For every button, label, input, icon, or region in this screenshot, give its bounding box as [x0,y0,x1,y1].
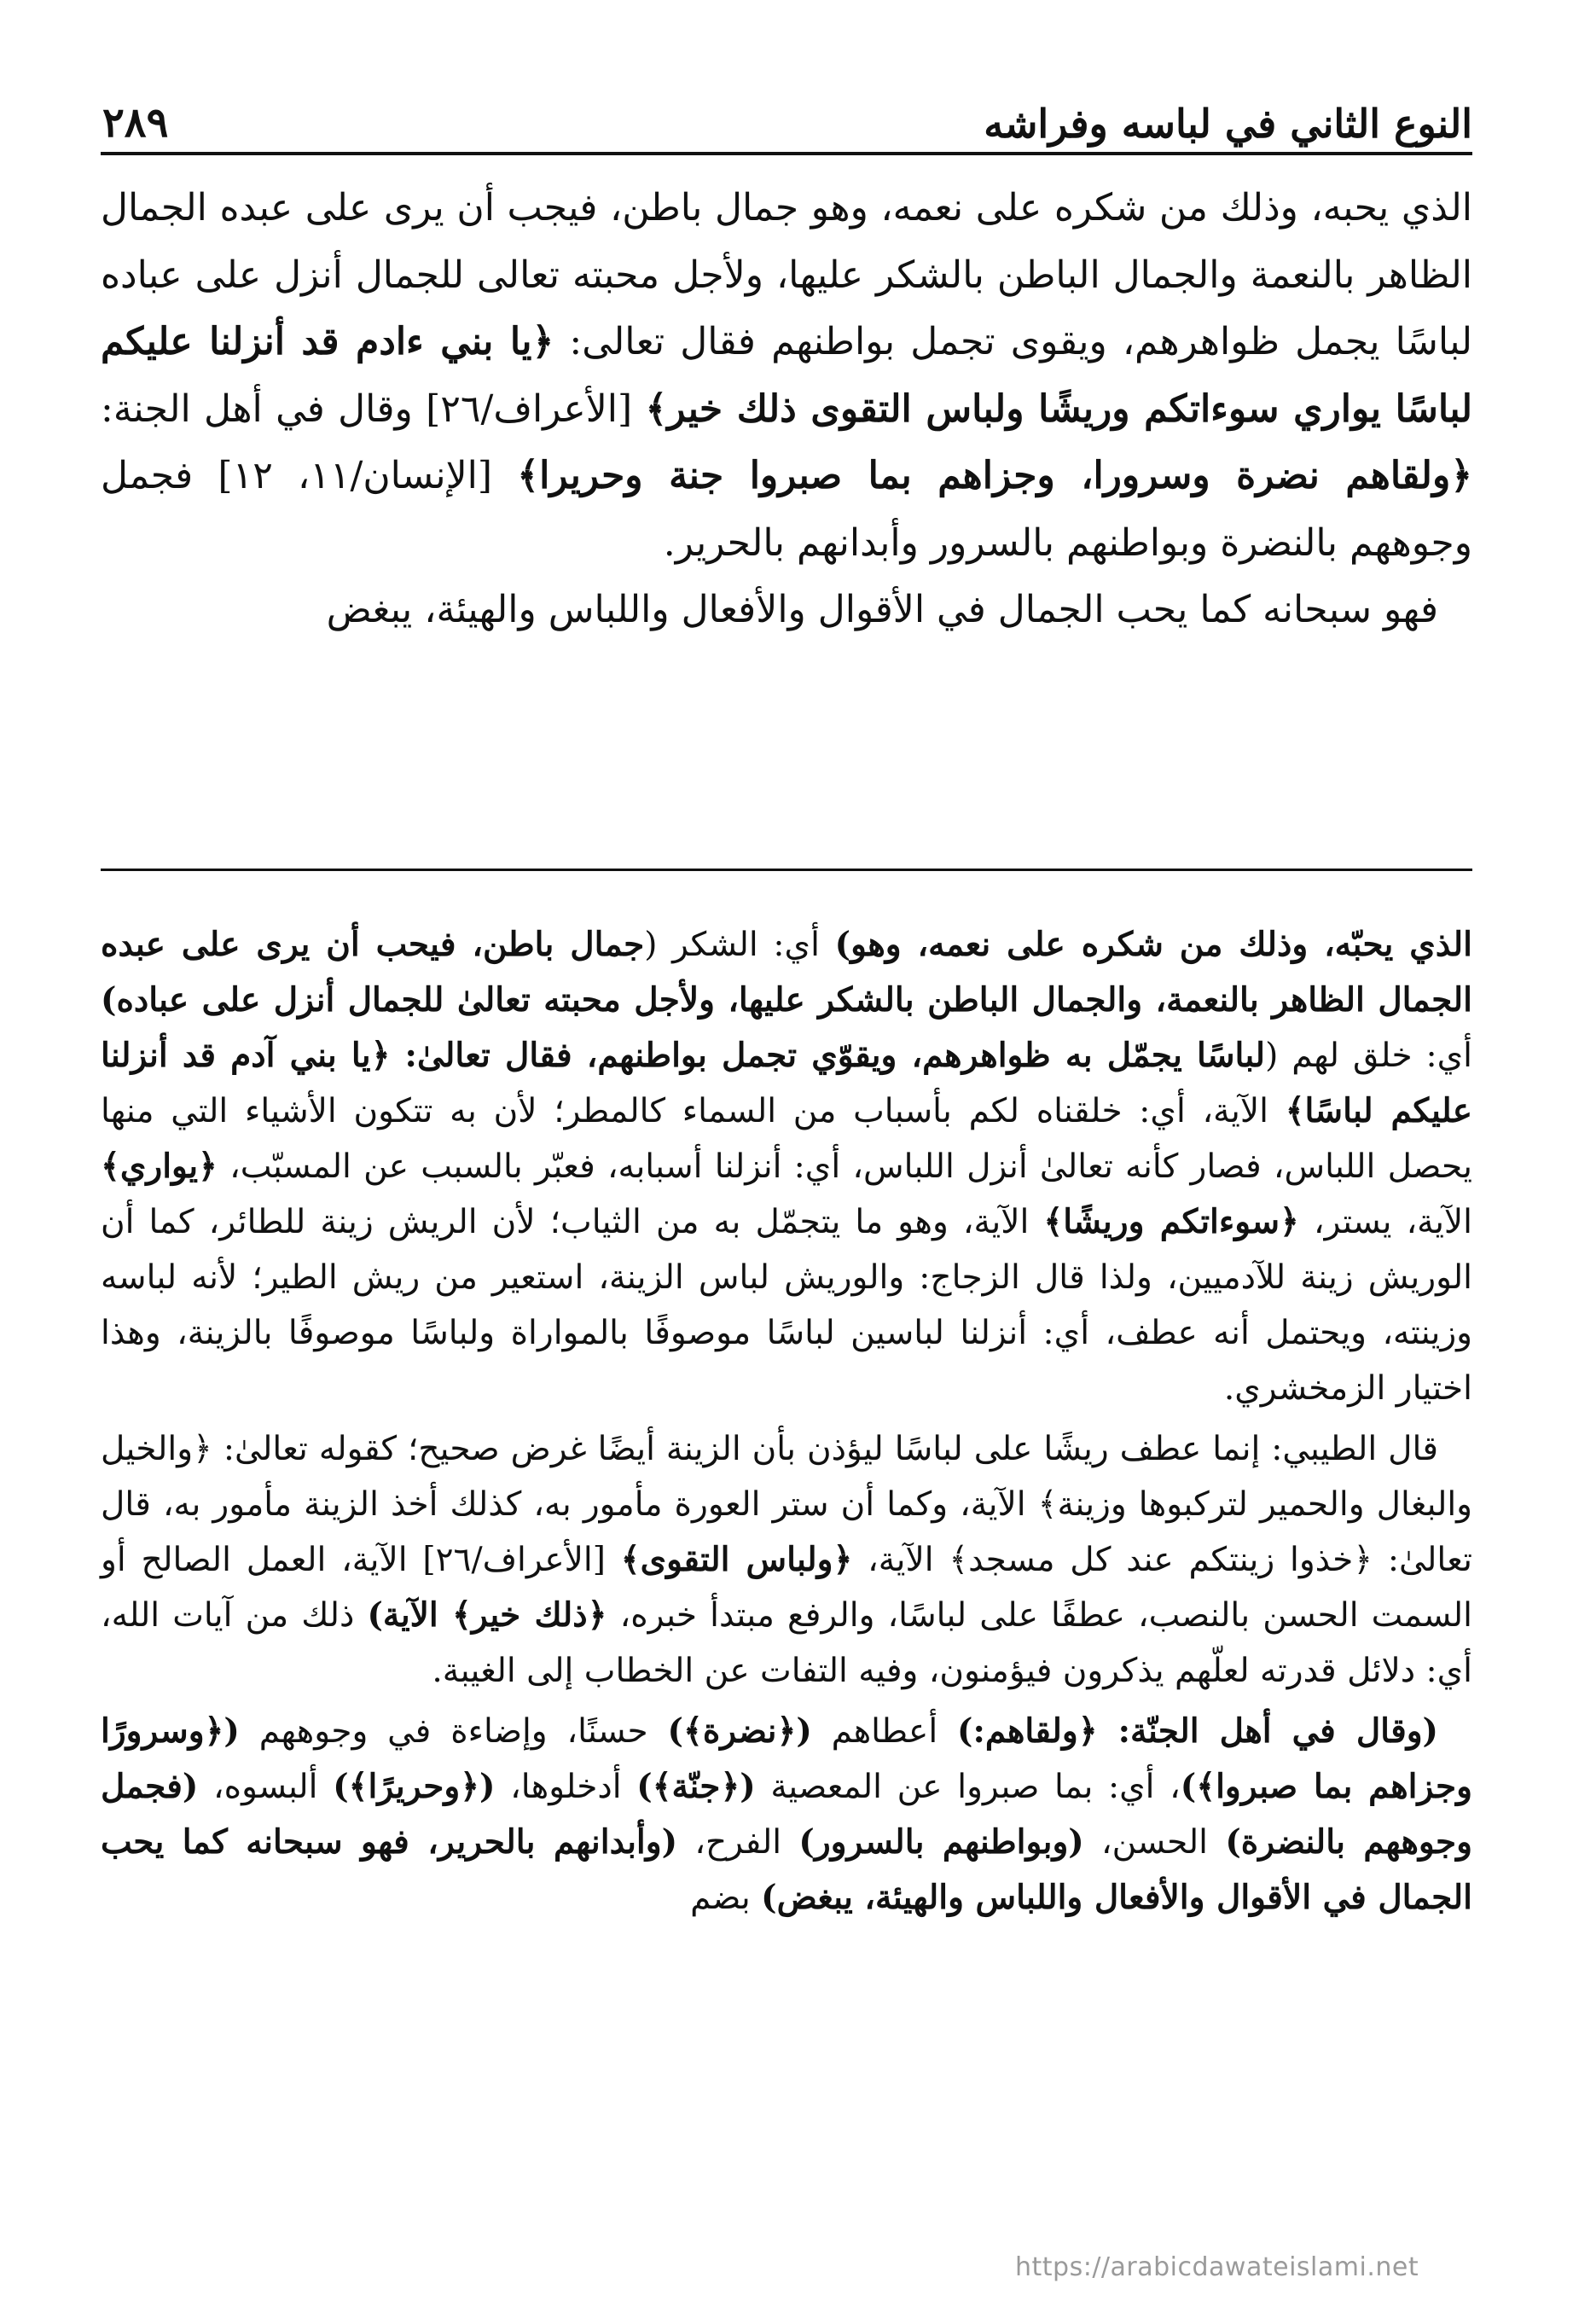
matn-run: (وأبدانهم بالحرير، فهو سبحانه كما يحب الجمال في الأقوال والأفعال واللباس والهيئة، يبغض) [101,1822,1472,1917]
sharh-run: [الأعراف/٢٦] الآية، العمل الصالح أو السمت الحسن بالنصب، عطفًا على لباسًا، والرفع مبتدأ خبره، [101,1541,1473,1635]
matn-run: ﴿ذلك خير﴾ الآية) [367,1595,607,1635]
main-text-run: [الأعراف/٢٦] وقال في أهل الجنة: [101,386,646,431]
main-text-run: الذي يحبه، وذلك من شكره على نعمه، وهو جمال باطن، فيجب أن يرى على عبده الجمال الظاهر بالنعمة والجمال الباطن بالشكر عليها، ولأجل محبته تعالى للجمال أنزل على عباده لباسًا يجمل ظواهرهم، ويقوى تجمل بواطنهم فقال تعالى: [101,186,1472,363]
quran-quote: ﴿ولباس التقوى﴾ [620,1540,853,1579]
header-rule [101,152,1472,155]
sharh-run: الحسن، [1083,1823,1226,1862]
sharh-run: ذلك من آيات الله، أي: دلائل قدرته لعلّهم يذكرون فيؤمنون، وفيه التفات عن الخطاب إلى الغيبة. [101,1596,1472,1690]
commentary-paragraph-2 [101,1421,1472,1699]
matn-run: (﴿وحريرًا﴾) [333,1767,496,1806]
sharh-run: ، أي: بما صبروا عن المعصية [755,1768,1181,1806]
sharh-run: الآية، أي: خلقناه لكم بأسباب من السماء كالمطر؛ لأن به تتكون الأشياء التي منها يحصل اللباس، فصار كأنه تعالىٰ أنزل اللباس، أي: أنزلنا أسبابه، فعبّر بالسبب عن المسبّب، [101,1092,1472,1186]
commentary-paragraph-3 [101,1704,1472,1926]
sharh-run: حسنًا، وإضاءة في وجوههم [239,1712,668,1751]
page-number: ٢٨٩ [102,99,169,147]
matn-run: (وبواطنهم بالسرور) [798,1822,1084,1862]
sharh-run: ألبسوه، [198,1768,334,1806]
sharh-run: قال الطيبي: إنما عطف ريشًا على لباسًا ليؤذن بأن الزينة أيضًا غرض صحيح؛ كقوله تعالىٰ: ﴿والخيل والبغال والحمير لتركبوها وزينة﴾ الآية، وكما أن ستر العورة مأمور به، كذلك أخذ الزينة مأمور به، قال تعالىٰ: ﴿خذوا زينتكم عند كل مسجد﴾ الآية، [101,1430,1472,1579]
sharh-run: الآية، يستر، [1298,1203,1473,1241]
sharh-run: أي: خلق لهم ( [1265,1037,1472,1075]
main-text [101,175,1472,644]
matn-run: (فجمل وجوههم بالنضرة) [101,1767,1472,1862]
sharh-run: الفرح، [677,1823,799,1862]
sharh-run: أعطاهم [811,1712,958,1751]
quran-quote: ﴿ولقاهم نضرة وسرورا، وجزاهم بما صبروا جنة وحريرا﴾ [517,454,1472,497]
matn-run: جمال باطن، فيحب أن يرى على عبده الجمال الظاهر بالنعمة، والجمال الباطن بالشكر عليها، ولأجل محبته تعالىٰ للجمال أنزل على عباده) [101,925,1472,1020]
running-head: النوع الثاني في لباسه وفراشه [984,101,1472,147]
footnote-separator [101,869,1472,871]
matn-run: (﴿وسرورًا وجزاهم بما صبروا﴾) [101,1711,1472,1806]
main-paragraph-2: فهو سبحانه كما يحب الجمال في الأقوال والأفعال واللباس والهيئة، يبغض [326,588,1438,631]
matn-run: الذي يحبّه، وذلك من شكره على نعمه، وهو) [834,925,1472,964]
quran-quote: ﴿سوءاتكم وريشًا﴾ [1043,1202,1299,1241]
matn-run: (﴿نضرة﴾) [667,1711,812,1751]
sharh-run: الآية، وهو ما يتجمّل به من الثياب؛ لأن الريش زينة للطائر، كما أن الوريش زينة للآدميين، ولذا قال الزجاج: والوريش لباس الزينة، استعير من ريش الطير؛ لأنه لباسه وزينته، ويحتمل أنه عطف، أي: أنزلنا لباسين لباسًا موصوفًا بالمواراة ولباسًا موصوفًا بالزينة، وهذا اختيار الزمخشري. [101,1203,1472,1408]
sharh-run: أدخلوها، [495,1768,637,1806]
commentary-paragraph-1 [101,917,1472,1416]
matn-run: لباسًا يجمّل به ظواهرهم، ويقوّي تجمل بواطنهم، فقال تعالىٰ: ﴿يا بني آدم قد أنزلنا عليكم لباسًا﴾ [101,1036,1472,1130]
quran-quote: ﴿يواري﴾ [101,1147,218,1186]
page-header [102,75,1472,147]
main-paragraph-1 [101,175,1472,577]
matn-run: (وقال في أهل الجنّة: ﴿ولقاهم:) [957,1711,1438,1751]
commentary-text [101,917,1472,1931]
sharh-run: بضم [690,1879,762,1917]
quran-quote: ﴿يا بني ءادم قد أنزلنا عليكم لباسًا يواري سوءاتكم وريشًا ولباس التقوى ذلك خير﴾ [101,320,1472,431]
main-text-run: [الإنسان/١١، ١٢] فجمل وجوههم بالنضرة وبواطنهم بالسرور وأبدانهم بالحرير. [101,454,1472,565]
matn-run: (﴿جنّة﴾) [636,1767,756,1806]
sharh-run: أي: الشكر ( [644,926,835,964]
source-watermark: https://arabicdawateislami.net [1015,2252,1419,2282]
